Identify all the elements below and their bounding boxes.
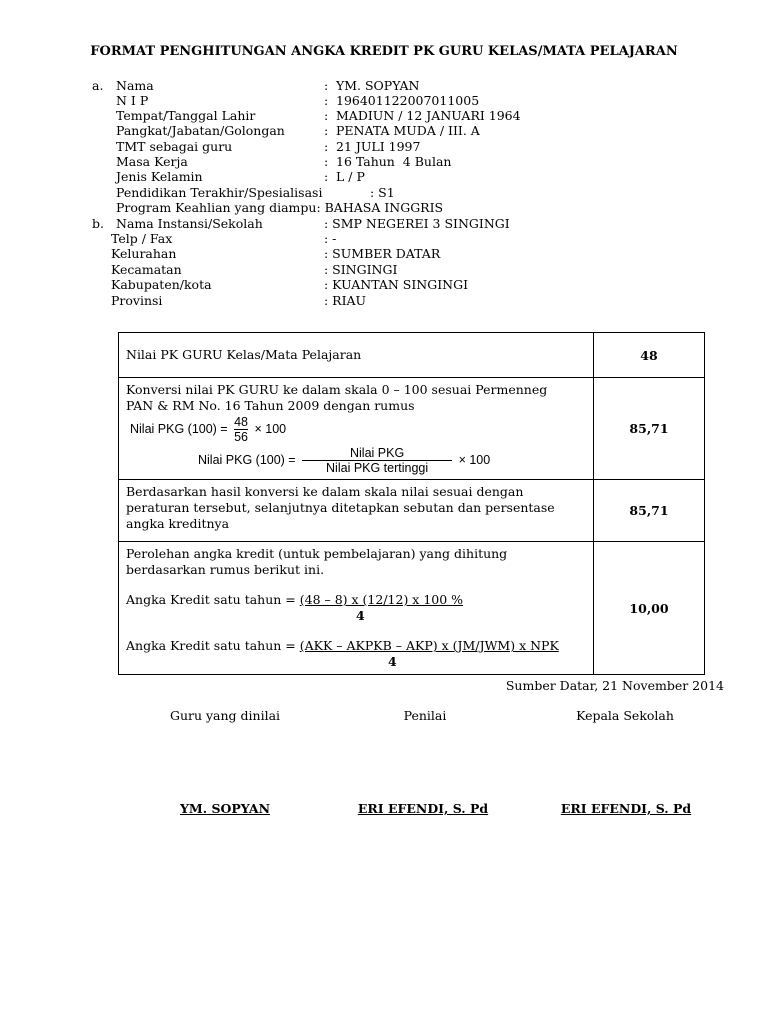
field-pangkat-colon: : (324, 123, 329, 138)
ak1-denominator: 4 (356, 608, 365, 623)
field-pangkat-value: PENATA MUDA / III. A (336, 123, 480, 138)
field-kecamatan-label: Kecamatan (111, 262, 182, 277)
penilai-label: Penilai (403, 708, 447, 723)
formula-2-lhs: Nilai PKG (100) = (198, 452, 296, 467)
kepala-sekolah-label: Kepala Sekolah (576, 708, 674, 723)
field-provinsi-label: Provinsi (111, 293, 163, 308)
row-perolehan-desc (119, 542, 594, 675)
formula-1-den: 56 (234, 430, 248, 444)
formula-2-den: Nilai PKG tertinggi (302, 460, 452, 475)
place-date: Sumber Datar, 21 November 2014 (505, 678, 724, 693)
table-row (119, 333, 705, 378)
ak1-expression: (48 – 8) x (12/12) x 100 % (299, 592, 464, 607)
angka-kredit-table (118, 332, 705, 675)
field-ttl-colon: : (324, 108, 329, 123)
row-konversi-desc (119, 378, 594, 480)
field-pangkat-label: Pangkat/Jabatan/Golongan (116, 123, 285, 138)
ak2-expression: (AKK – AKPKB – AKP) x (JM/JWM) x NPK (299, 638, 559, 653)
row-konversi-value: 85,71 (594, 378, 705, 480)
guru-dinilai-label: Guru yang dinilai (169, 708, 281, 723)
row-hasil-konversi-value: 85,71 (594, 480, 705, 542)
row-nilai-pk-value: 48 (594, 333, 705, 378)
konversi-line2: PAN & RM No. 16 Tahun 2009 dengan rumus (126, 398, 415, 413)
perolehan-line1: Perolehan angka kredit (untuk pembelajaran) yang dihitung (126, 546, 508, 561)
field-tmt-label: TMT sebagai guru (116, 139, 233, 154)
field-ttl-value: MADIUN / 12 JANUARI 1964 (336, 108, 521, 123)
field-jenis-kelamin-label: Jenis Kelamin (116, 169, 203, 184)
guru-dinilai-name: YM. SOPYAN (179, 801, 271, 816)
penilai-name: ERI EFENDI, S. Pd (357, 801, 489, 816)
row-perolehan-value: 10,00 (594, 542, 705, 675)
field-telp-label: Telp / Fax (111, 231, 173, 246)
field-tmt-colon: : (324, 139, 329, 154)
section-a-marker: a. (92, 78, 104, 93)
field-ttl-label: Tempat/Tanggal Lahir (116, 108, 256, 123)
field-nip-value: 196401122007011005 (336, 93, 480, 108)
table-row (119, 480, 705, 542)
hasil-line1: Berdasarkan hasil konversi ke dalam skala nilai sesuai dengan (126, 484, 524, 499)
field-nip-colon: : (324, 93, 329, 108)
formula-2-rhs: × 100 (458, 452, 491, 467)
kepala-sekolah-name: ERI EFENDI, S. Pd (560, 801, 692, 816)
field-kelurahan-label: Kelurahan (111, 246, 177, 261)
field-program-keahlian: Program Keahlian yang diampu: BAHASA INGGRIS (116, 200, 444, 215)
field-pendidikan-value: : S1 (370, 185, 395, 200)
field-provinsi-value: : RIAU (324, 293, 367, 308)
formula-1-lhs: Nilai PKG (100) = (130, 421, 228, 436)
field-instansi-label: Nama Instansi/Sekolah (116, 216, 263, 231)
ak1-prefix: Angka Kredit satu tahun = (126, 592, 300, 607)
field-masa-kerja-colon: : (324, 154, 329, 169)
field-nip-label: N I P (116, 93, 149, 108)
konversi-line1: Konversi nilai PK GURU ke dalam skala 0 – 100 sesuai Permenneg (126, 382, 548, 397)
ak-formula-1 (126, 592, 586, 608)
field-instansi-value: : SMP NEGEREI 3 SINGINGI (324, 216, 510, 231)
field-nama-value: YM. SOPYAN (336, 78, 420, 93)
field-kecamatan-value: : SINGINGI (324, 262, 398, 277)
field-jenis-kelamin-value: L / P (336, 169, 365, 184)
document-title: FORMAT PENGHITUNGAN ANGKA KREDIT PK GURU KELAS/MATA PELAJARAN (90, 44, 678, 59)
hasil-line3: angka kreditnya (126, 516, 230, 531)
field-kabupaten-value: : KUANTAN SINGINGI (324, 277, 469, 292)
field-nama-label: Nama (116, 78, 154, 93)
formula-1 (130, 415, 586, 444)
formula-1-fraction (234, 415, 248, 444)
field-tmt-value: 21 JULI 1997 (336, 139, 421, 154)
field-nama-colon: : (324, 78, 329, 93)
formula-1-num: 48 (234, 415, 248, 429)
formula-1-rhs: × 100 (254, 421, 287, 436)
row-nilai-pk-desc: Nilai PK GURU Kelas/Mata Pelajaran (119, 333, 594, 378)
field-masa-kerja-value: 16 Tahun 4 Bulan (336, 154, 452, 169)
ak-formula-2 (126, 638, 586, 654)
perolehan-line2: berdasarkan rumus berikut ini. (126, 562, 325, 577)
row-hasil-konversi-desc (119, 480, 594, 542)
formula-2 (198, 446, 586, 475)
section-b-marker: b. (92, 216, 104, 231)
field-kabupaten-label: Kabupaten/kota (111, 277, 212, 292)
table-row (119, 542, 705, 675)
field-kelurahan-value: : SUMBER DATAR (324, 246, 441, 261)
formula-2-num: Nilai PKG (350, 446, 405, 460)
field-pendidikan-label: Pendidikan Terakhir/Spesialisasi (116, 185, 323, 200)
hasil-line2: peraturan tersebut, selanjutnya ditetapkan sebutan dan persentase (126, 500, 555, 515)
field-masa-kerja-label: Masa Kerja (116, 154, 188, 169)
field-jenis-kelamin-colon: : (324, 169, 329, 184)
table-row (119, 378, 705, 480)
formula-2-fraction (302, 446, 452, 475)
field-telp-value: : - (324, 231, 337, 246)
ak2-prefix: Angka Kredit satu tahun = (126, 638, 300, 653)
ak2-denominator: 4 (388, 654, 397, 669)
